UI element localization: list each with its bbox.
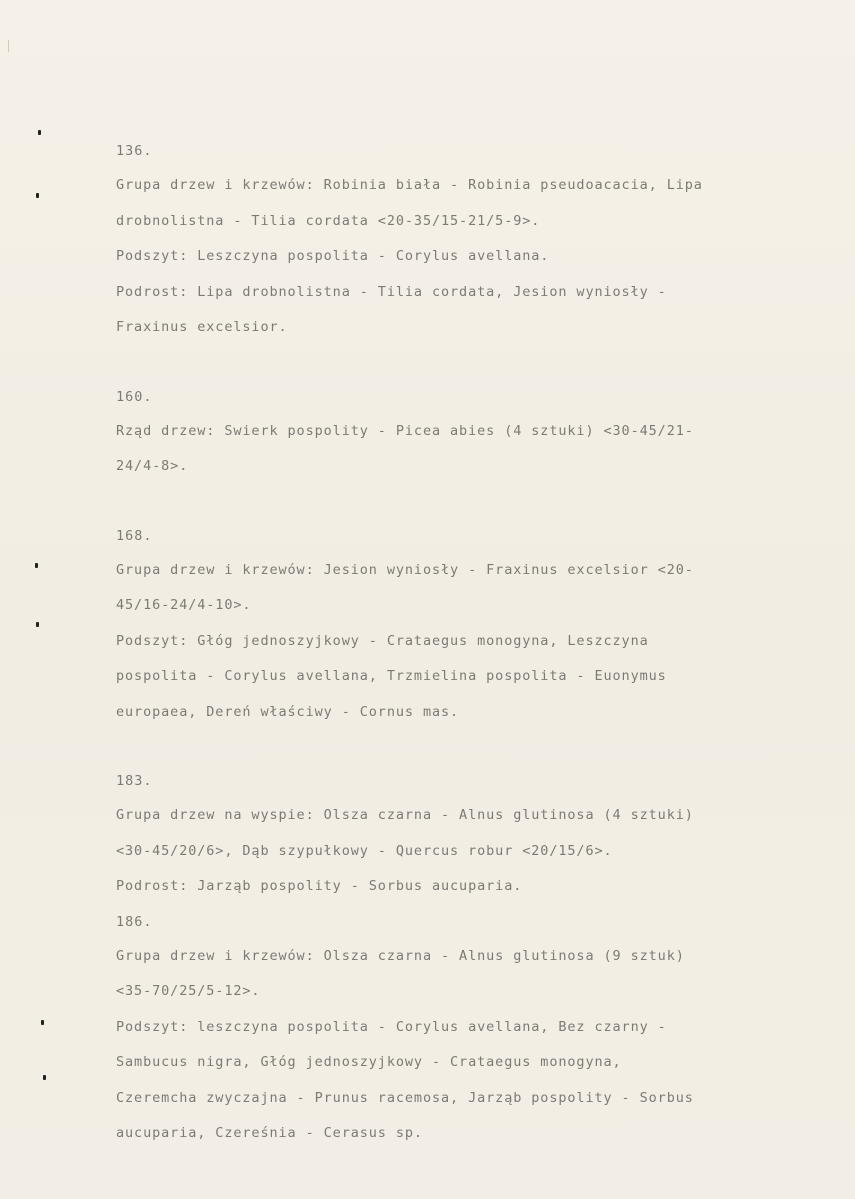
entry-line: Podrost: Jarząb pospolity - Sorbus aucuparia.: [116, 878, 523, 894]
entry-line: <30-45/20/6>, Dąb szypułkowy - Quercus robur <20/15/6>.: [116, 842, 613, 859]
entry-183: [116, 764, 806, 905]
scan-speck: [36, 622, 39, 627]
entry-line: drobnolistna - Tilia cordata <20-35/15-21/5-9>.: [116, 212, 541, 229]
entry-line: Grupa drzew i krzewów: Olsza czarna - Alnus glutinosa (9 sztuk): [116, 947, 685, 964]
entry-line: pospolita - Corylus avellana, Trzmielina pospolita - Euonymus: [116, 668, 667, 684]
document-body: [116, 134, 806, 1152]
entry-number: 160.: [116, 388, 153, 405]
entry-number: 168.: [116, 527, 153, 544]
entry-line: Sambucus nigra, Głóg jednoszyjkowy - Crataegus monogyna,: [116, 1054, 622, 1070]
entry-line: Podszyt: leszczyna pospolita - Corylus avellana, Bez czarny -: [116, 1018, 667, 1035]
scan-speck: [36, 193, 39, 198]
entry-line: 45/16-24/4-10>.: [116, 597, 252, 613]
entry-line: Podszyt: Leszczyna pospolita - Corylus avellana.: [116, 248, 550, 264]
entry-line: Grupa drzew i krzewów: Jesion wyniosły - Fraxinus excelsior <20-: [116, 561, 694, 578]
entry-line: Podrost: Lipa drobnolistna - Tilia cordata, Jesion wyniosły -: [116, 283, 667, 300]
entry-line: Rząd drzew: Swierk pospolity - Picea abies (4 sztuki) <30-45/21-: [116, 422, 694, 439]
entry-line: Fraxinus excelsior.: [116, 319, 288, 335]
entry-number: 183.: [116, 773, 153, 789]
entry-line: Grupa drzew i krzewów: Robinia biała - Robinia pseudoacacia, Lipa: [116, 177, 703, 193]
entry-160: [116, 380, 806, 485]
scan-speck: [38, 130, 41, 135]
entry-line: 24/4-8>.: [116, 458, 189, 474]
scan-speck: [41, 1020, 44, 1025]
entry-line: Podszyt: Głóg jednoszyjkowy - Crataegus monogyna, Leszczyna: [116, 632, 649, 649]
entry-line: aucuparia, Czereśnia - Cerasus sp.: [116, 1125, 423, 1141]
scan-edge-mark: [8, 40, 9, 52]
entry-line: Grupa drzew na wyspie: Olsza czarna - Alnus glutinosa (4 sztuki): [116, 807, 694, 823]
entry-line: europaea, Dereń właściwy - Cornus mas.: [116, 703, 460, 720]
entry-line: Czeremcha zwyczajna - Prunus racemosa, Jarząb pospolity - Sorbus: [116, 1089, 694, 1106]
scan-speck: [35, 563, 38, 568]
entry-line: <35-70/25/5-12>.: [116, 983, 261, 999]
entry-number: 136.: [116, 143, 153, 159]
entry-186: [116, 905, 806, 1152]
scan-speck: [43, 1075, 46, 1080]
entry-136: [116, 134, 806, 346]
entry-168: [116, 519, 806, 731]
entry-number: 186.: [116, 913, 153, 930]
